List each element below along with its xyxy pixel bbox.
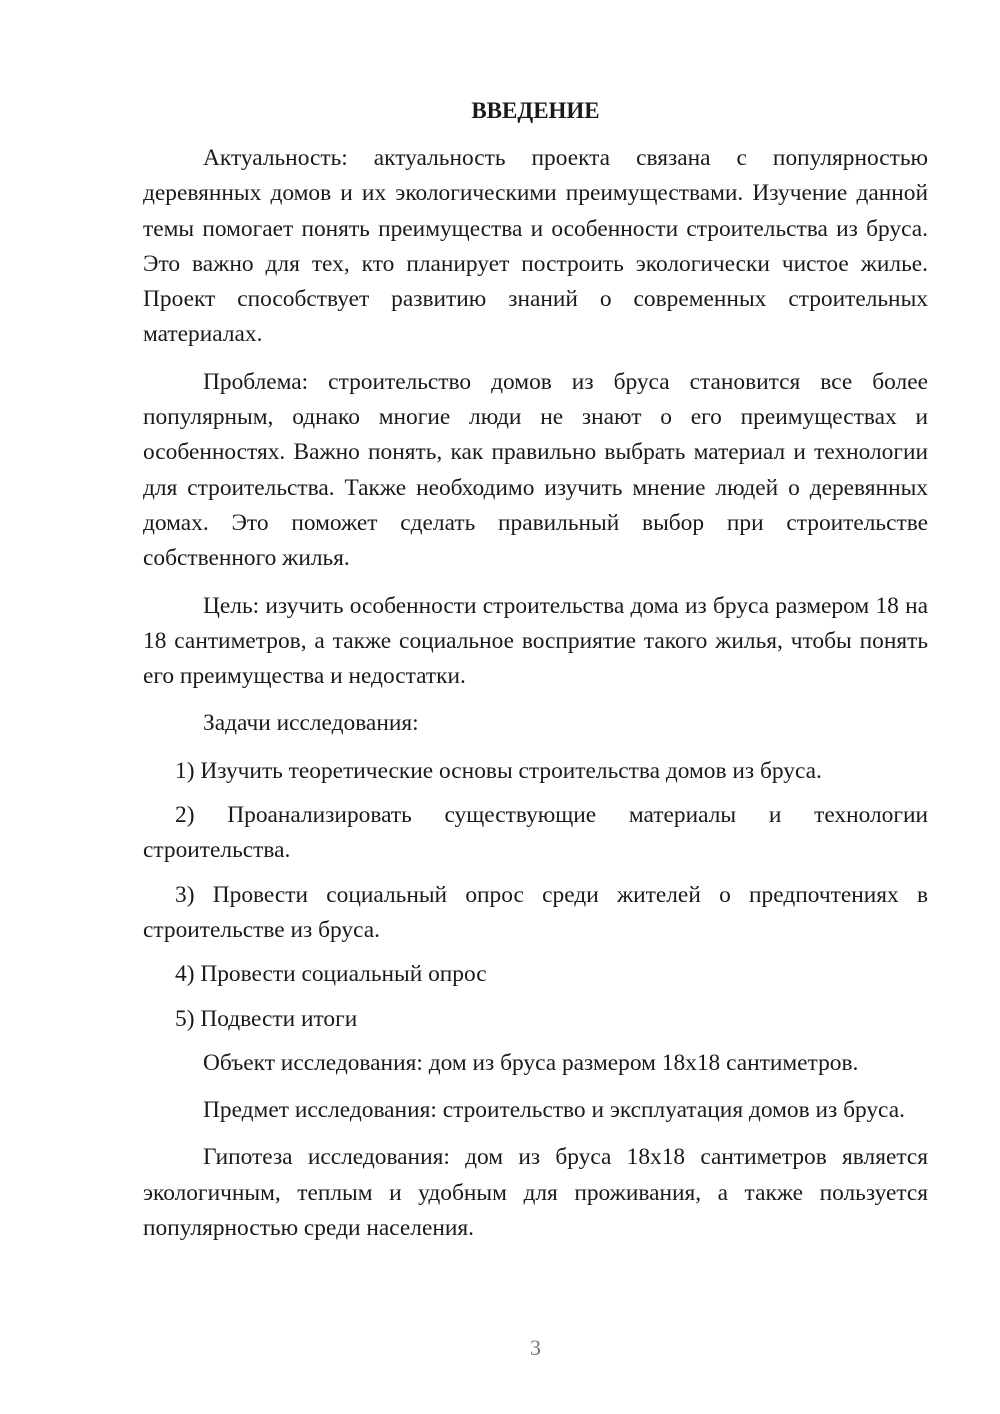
- task-item-3: 3) Провести социальный опрос среди жителей о предпочтениях в строительстве из бруса.: [143, 881, 928, 943]
- task-item-2: 2) Проанализировать существующие материалы и технологии строительства.: [143, 802, 928, 864]
- task-item-1: 1) Изучить теоретические основы строительства домов из бруса.: [175, 757, 822, 784]
- document-body: [143, 141, 928, 1258]
- task-item-5: 5) Подвести итоги: [175, 1005, 358, 1032]
- paragraph-hypothesis: Гипотеза исследования: дом из бруса 18х18 сантиметров является экологичным, теплым и удобным для проживания, а также пользуется популярностью среди населения.: [143, 1144, 928, 1242]
- section-title: ВВЕДЕНИЕ: [471, 98, 600, 123]
- page-number: 3: [530, 1335, 541, 1360]
- paragraph-goal: Цель: изучить особенности строительства дома из бруса размером 18 на 18 сантиметров, а также социальное восприятие такого жилья, чтобы понять его преимущества и недостатки.: [143, 592, 928, 690]
- paragraph-object: Объект исследования: дом из бруса размером 18х18 сантиметров.: [203, 1049, 859, 1076]
- document-page: [143, 0, 928, 1414]
- paragraph-problem: Проблема: строительство домов из бруса становится все более популярным, однако многие люди не знают о его преимуществах и особенностях. Важно понять, как правильно выбрать материал и технологии для строительства. Также необходимо изучить мнение людей о деревянных домах. Это поможет сделать правильный выбор при строительстве собственного жилья.: [143, 368, 928, 572]
- task-item-4: 4) Провести социальный опрос: [175, 961, 487, 988]
- paragraph-tasks-heading: Задачи исследования:: [203, 710, 419, 737]
- paragraph-subject: Предмет исследования: строительство и эксплуатация домов из бруса.: [203, 1097, 905, 1124]
- paragraph-relevance: Актуальность: актуальность проекта связана с популярностью деревянных домов и их экологическими преимуществами. Изучение данной темы помогает понять преимущества и особенности строительства из бруса. Это важно для тех, кто планирует построить экологически чистое жилье. Проект способствует развитию знаний о современных строительных материалах.: [143, 145, 928, 348]
